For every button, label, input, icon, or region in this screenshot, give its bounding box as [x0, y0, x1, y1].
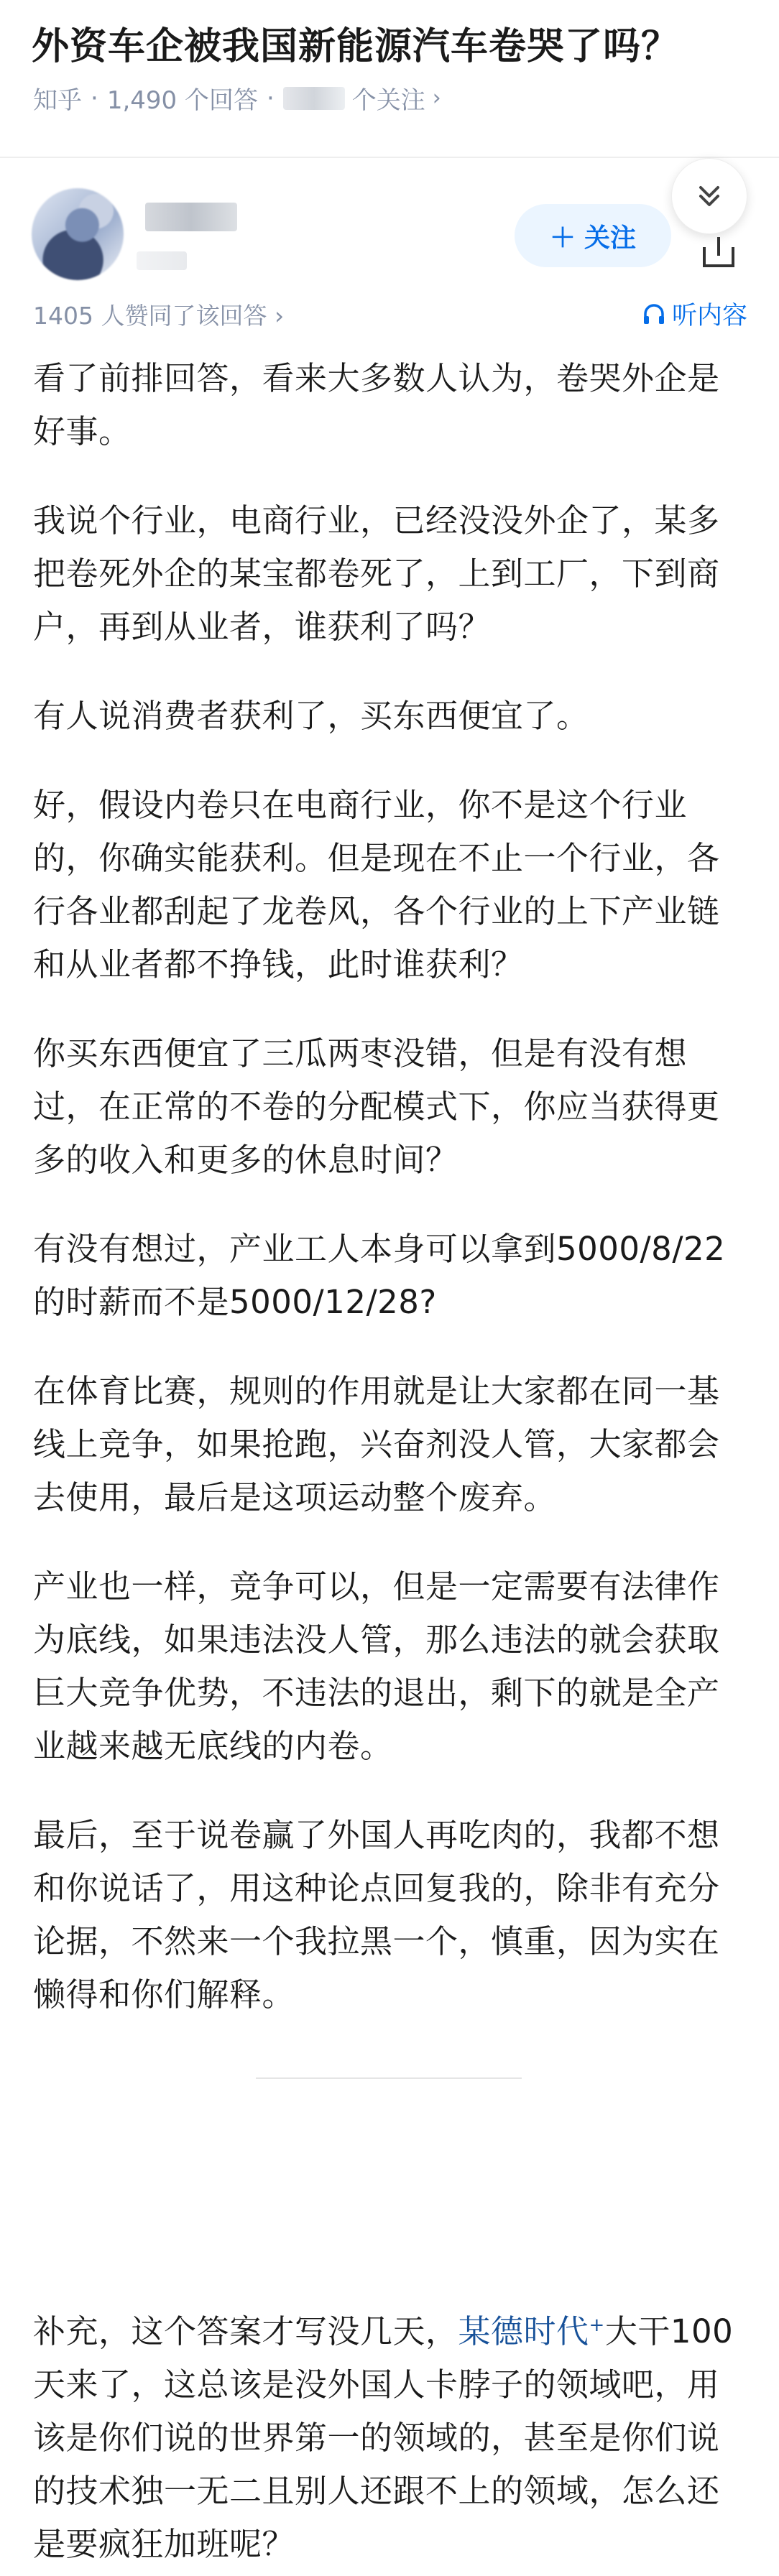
- search-link[interactable]: [458, 2312, 605, 2350]
- vote-count-text: 1405 人赞同了该回答: [33, 302, 267, 330]
- answer-paragraph: 有人说消费者获利了，买东西便宜了。: [33, 697, 589, 735]
- answer-paragraph: 最后，至于说卷赢了外国人再吃肉的，我都不想和你说话了，用这种论点回复我的，除非有充分论据，不然来一个我拉黑一个，慎重，因为实在懒得和你们解释。: [33, 1816, 720, 2014]
- search-link-text: 某德时代: [458, 2312, 589, 2350]
- follow-button[interactable]: [515, 204, 671, 267]
- separator-dot: ·: [91, 83, 98, 113]
- author-headline-blurred: [137, 251, 187, 270]
- follow-label: 关注: [584, 223, 637, 253]
- follower-count-blurred: [283, 87, 345, 110]
- vote-bar: [0, 295, 779, 338]
- listen-button[interactable]: [642, 296, 747, 332]
- answer-count[interactable]: 1,490 个回答: [106, 86, 258, 115]
- headphones-icon: [642, 302, 666, 326]
- supplement-text-after: 大干100天来了，这总该是没外国人卡脖子的领域吧，用该是你们说的世界第一的领域的，甚至是你们说的技术独一无二且别人还跟不上的领域，怎么还是要疯狂加班呢？: [33, 2312, 734, 2563]
- separator-dot: ·: [266, 83, 275, 113]
- chevron-right-icon: ›: [274, 302, 285, 330]
- question-header: [0, 0, 779, 158]
- answer-paragraph: 看了前排回答，看来大多数人认为，卷哭外企是好事。: [33, 359, 720, 450]
- answer-content: [33, 352, 752, 2079]
- share-icon[interactable]: [699, 231, 739, 272]
- question-title[interactable]: 外资车企被我国新能源汽车卷哭了吗？: [32, 25, 680, 68]
- chevron-right-icon[interactable]: ›: [432, 85, 441, 111]
- listen-label: 听内容: [671, 302, 747, 330]
- vote-count[interactable]: [33, 297, 284, 331]
- plus-icon: ＋: [549, 223, 576, 253]
- author-bar: [0, 167, 779, 296]
- question-meta: [33, 80, 441, 116]
- author-name-blurred[interactable]: [145, 203, 237, 231]
- answer-paragraph: 我说个行业，电商行业，已经没没外企了，某多把卷死外企的某宝都卷死了，上到工厂，下到商户，再到从业者，谁获利了吗？: [33, 501, 720, 646]
- answer-paragraph: 好，假设内卷只在电商行业，你不是这个行业的，你确实能获利。但是现在不止一个行业，各行各业都刮起了龙卷风，各个行业的上下产业链和从业者都不挣钱，此时谁获利？: [33, 786, 720, 983]
- answer-paragraph: 产业也一样，竞争可以，但是一定需要有法律作为底线，如果违法没人管，那么违法的就会获取巨大竞争优势，不违法的退出，剩下的就是全产业越来越无底线的内卷。: [33, 1567, 720, 1765]
- answer-paragraph: 在体育比赛，规则的作用就是让大家都在同一基线上竞争，如果抢跑，兴奋剂没人管，大家都会去使用，最后是这项运动整个废弃。: [33, 1372, 720, 1516]
- source-label[interactable]: 知乎: [33, 86, 82, 115]
- search-link-mark: +: [589, 2315, 605, 2336]
- answer-paragraph: 你买东西便宜了三瓜两枣没错，但是有没有想过，在正常的不卷的分配模式下，你应当获得更多的收入和更多的休息时间？: [33, 1034, 720, 1179]
- supplement-paragraph: [33, 2299, 752, 2571]
- supplement-text-before: 补充，这个答案才写没几天，: [33, 2312, 458, 2350]
- avatar[interactable]: [32, 188, 124, 280]
- follower-label: 个关注: [351, 86, 425, 115]
- answer-paragraph: 有没有想过，产业工人本身可以拿到5000/8/22的时薪而不是5000/12/28?: [33, 1230, 726, 1321]
- section-divider: [256, 2077, 522, 2079]
